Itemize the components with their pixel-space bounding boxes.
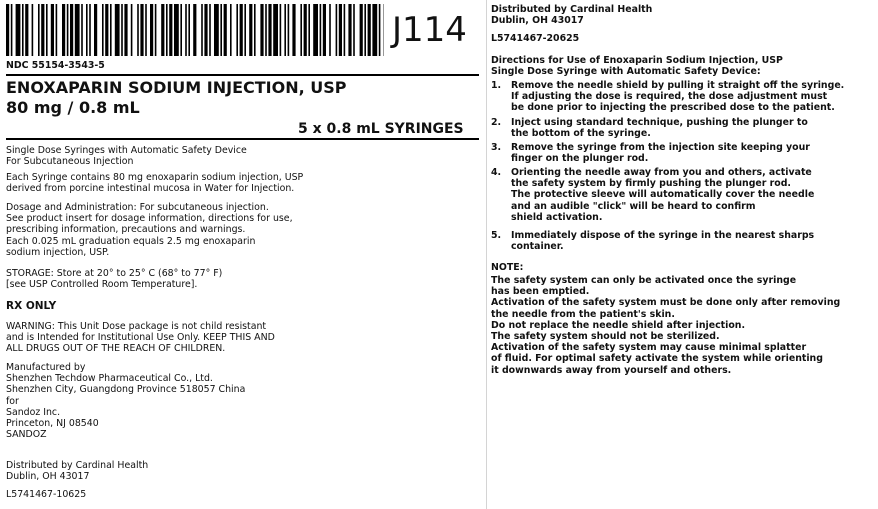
barcode-bar [360, 4, 363, 56]
barcode-bar [115, 4, 120, 56]
barcode-bar [174, 4, 179, 56]
barcode-bar [304, 4, 307, 56]
barcode-bar [201, 4, 203, 56]
barcode-bar [75, 4, 80, 56]
ndc-number: NDC 55154-3543-5 [6, 60, 105, 71]
barcode-bar [353, 4, 355, 56]
barcode-bar [6, 4, 9, 56]
step-line: Immediately dispose of the syringe in the nearest sharps [511, 230, 815, 241]
barcode-bar [214, 4, 219, 56]
contents-line: derived from porcine intestinal mucosa in Water for Injection. [6, 183, 295, 195]
step-line: Remove the needle shield by pulling it straight off the syringe. [511, 80, 845, 91]
barcode-bar [185, 4, 187, 56]
barcode-bar [313, 4, 318, 56]
manufacturer-line: Princeton, NJ 08540 [6, 418, 99, 430]
dosage-line: See product insert for dosage information, directions for use, [6, 213, 293, 225]
barcode-bar [169, 4, 172, 56]
drug-strength: 80 mg / 0.8 mL [6, 98, 140, 117]
barcode-bar [308, 4, 310, 56]
warning-line: and is Intended for Institutional Use Only. KEEP THIS AND [6, 332, 275, 344]
mid-rule [6, 138, 479, 140]
manufacturer-line: SANDOZ [6, 429, 47, 441]
dosage-line: prescribing information, precautions and warnings. [6, 224, 246, 236]
label-code: L5741467-10625 [6, 489, 87, 500]
step-line: shield activation. [511, 211, 603, 223]
storage-line: STORAGE: Store at 20° to 25° C (68° to 77° F) [6, 268, 223, 279]
barcode-bar [224, 4, 227, 56]
barcode-bar [121, 4, 123, 56]
barcode-bar [280, 4, 282, 56]
dosage-line: Dosage and Administration: For subcutaneous injection. [6, 202, 269, 213]
barcode-bar [38, 4, 40, 56]
barcode-bar [94, 4, 97, 56]
barcode-bar [329, 4, 331, 56]
step-line: be done prior to injecting the prescribed dose to the patient. [511, 102, 835, 114]
manufacturer-line: Sandoz Inc. [6, 406, 61, 418]
step-line: Remove the syringe from the injection site keeping your [511, 142, 810, 153]
warning-line: WARNING: This Unit Dose package is not child resistant [6, 321, 267, 332]
device-description [6, 145, 247, 167]
step-line: Inject using standard technique, pushing the plunger to [511, 117, 808, 128]
barcode-bar [292, 4, 295, 56]
barcode-bar [22, 4, 24, 56]
package-count: 5 x 0.8 mL SYRINGES [298, 121, 464, 137]
distributor-line: Distributed by Cardinal Health [491, 4, 653, 15]
barcode-bar [32, 4, 34, 56]
barcode-bar [368, 4, 371, 56]
note-line: of fluid. For optimal safety activate the system while orienting [491, 353, 823, 365]
barcode-bar [244, 4, 246, 56]
step-text [511, 230, 814, 252]
note-line: Activation of the safety system must be done only after removing [491, 297, 841, 309]
storage-section [6, 268, 222, 290]
barcode-bar [166, 4, 168, 56]
distributor-line: Distributed by Cardinal Health [6, 460, 149, 471]
step-line: finger on the plunger rod. [511, 153, 649, 165]
barcode-bar [273, 4, 278, 56]
device-line: For Subcutaneous Injection [6, 156, 134, 168]
directions-heading [491, 55, 783, 77]
step-line: Orienting the needle away from you and others, activate [511, 167, 812, 178]
right-distributor-section [491, 4, 652, 26]
panel-divider [486, 0, 487, 509]
barcode-bar [124, 4, 127, 56]
step-number: 2. [491, 117, 502, 128]
barcode-bar [284, 4, 286, 56]
barcode-bar [300, 4, 302, 56]
barcode [6, 4, 384, 56]
rx-only: RX ONLY [6, 300, 57, 312]
step-number: 4. [491, 167, 502, 178]
barcode-bar [323, 4, 326, 56]
barcode-bar [336, 4, 338, 56]
barcode-bar [41, 4, 44, 56]
barcode-bar [320, 4, 322, 56]
barcode-bar [254, 4, 256, 56]
step-line: the safety system by firmly pushing the plunger rod. [511, 178, 791, 190]
barcode-bar [260, 4, 263, 56]
step-line: the bottom of the syringe. [511, 128, 651, 140]
device-line: Single Dose Syringes with Automatic Safety Device [6, 145, 247, 156]
barcode-bar [193, 4, 196, 56]
barcode-bar [209, 4, 211, 56]
barcode-bar [268, 4, 271, 56]
dosage-line: Each 0.025 mL graduation equals 2.5 mg enoxaparin [6, 235, 256, 247]
contents-line: Each Syringe contains 80 mg enoxaparin sodium injection, USP [6, 172, 304, 183]
lot-code: J114 [392, 10, 467, 50]
note-heading: NOTE: [491, 262, 524, 273]
warning-line: ALL DRUGS OUT OF THE REACH OF CHILDREN. [6, 343, 226, 355]
directions-line: Directions for Use of Enoxaparin Sodium Injection, USP [491, 55, 783, 66]
note-line: Do not replace the needle shield after injection. [491, 319, 746, 331]
note-section [491, 275, 840, 376]
step-number: 1. [491, 80, 502, 91]
barcode-bar [86, 4, 88, 56]
step-text [511, 80, 844, 114]
manufacturer-section [6, 362, 245, 440]
note-line: it downwards away from yourself and others. [491, 364, 732, 376]
barcode-bar [288, 4, 290, 56]
step-text [511, 142, 810, 164]
barcode-bar [265, 4, 267, 56]
barcode-bar [188, 4, 190, 56]
manufacturer-line: Shenzhen Techdow Pharmaceutical Co., Ltd. [6, 373, 213, 385]
step-line: If adjusting the dose is required, the dose adjustment must [511, 91, 828, 103]
dosage-line: sodium injection, USP. [6, 246, 110, 258]
barcode-bar [379, 4, 381, 56]
barcode-bar [70, 4, 73, 56]
warning-section [6, 321, 275, 355]
distributor-line: Dublin, OH 43017 [491, 15, 584, 27]
contents-description [6, 172, 303, 194]
barcode-bar [67, 4, 69, 56]
manufacturer-line: Shenzhen City, Guangdong Province 518057 China [6, 384, 246, 396]
barcode-bar [56, 4, 58, 56]
barcode-bar [105, 4, 108, 56]
step-line: The protective sleeve will automatically cover the needle [511, 189, 815, 201]
note-line: The safety system can only be activated once the syringe [491, 275, 797, 286]
barcode-bar [236, 4, 238, 56]
drug-name: ENOXAPARIN SODIUM INJECTION, USP [6, 78, 347, 97]
step-line: container. [511, 241, 564, 253]
top-rule [6, 74, 479, 76]
barcode-bar [161, 4, 164, 56]
barcode-bar [240, 4, 243, 56]
step-number: 3. [491, 142, 502, 153]
barcode-bar [62, 4, 65, 56]
barcode-bar [230, 4, 232, 56]
barcode-bar [344, 4, 346, 56]
note-line: Activation of the safety system may cause minimal splatter [491, 342, 807, 354]
step-text [511, 117, 808, 139]
barcode-bar [102, 4, 104, 56]
step-text [511, 167, 814, 223]
step-number: 5. [491, 230, 502, 241]
barcode-bar [25, 4, 28, 56]
note-line: the needle from the patient's skin. [491, 308, 675, 320]
storage-line: [see USP Controlled Room Temperature]. [6, 279, 198, 291]
step-line: and an audible "click" will be heard to confirm [511, 200, 756, 212]
barcode-bar [89, 4, 91, 56]
barcode-bar [137, 4, 139, 56]
barcode-bar [51, 4, 54, 56]
dosage-section [6, 202, 293, 258]
right-label-code: L5741467-20625 [491, 33, 580, 44]
barcode-bar [204, 4, 207, 56]
barcode-bar [145, 4, 147, 56]
note-line: has been emptied. [491, 286, 590, 298]
barcode-bar [180, 4, 182, 56]
barcode-bar [81, 4, 83, 56]
barcode-bar [339, 4, 342, 56]
barcode-bar [46, 4, 48, 56]
barcode-bar [372, 4, 377, 56]
directions-line: Single Dose Syringe with Automatic Safety Device: [491, 66, 761, 78]
barcode-bar [131, 4, 133, 56]
distributor-line: Dublin, OH 43017 [6, 471, 90, 483]
barcode-bar [140, 4, 143, 56]
manufacturer-line: for [6, 395, 19, 407]
note-line: The safety system should not be sterilized. [491, 331, 720, 343]
barcode-bar [11, 4, 13, 56]
barcode-bar [16, 4, 21, 56]
barcode-bar [150, 4, 153, 56]
manufacturer-line: Manufactured by [6, 362, 86, 373]
barcode-bar [110, 4, 112, 56]
barcode-bar [348, 4, 351, 56]
barcode-bar [155, 4, 157, 56]
barcode-bar [220, 4, 222, 56]
barcode-bar [249, 4, 252, 56]
barcode-bar [364, 4, 366, 56]
distributor-section [6, 460, 148, 482]
